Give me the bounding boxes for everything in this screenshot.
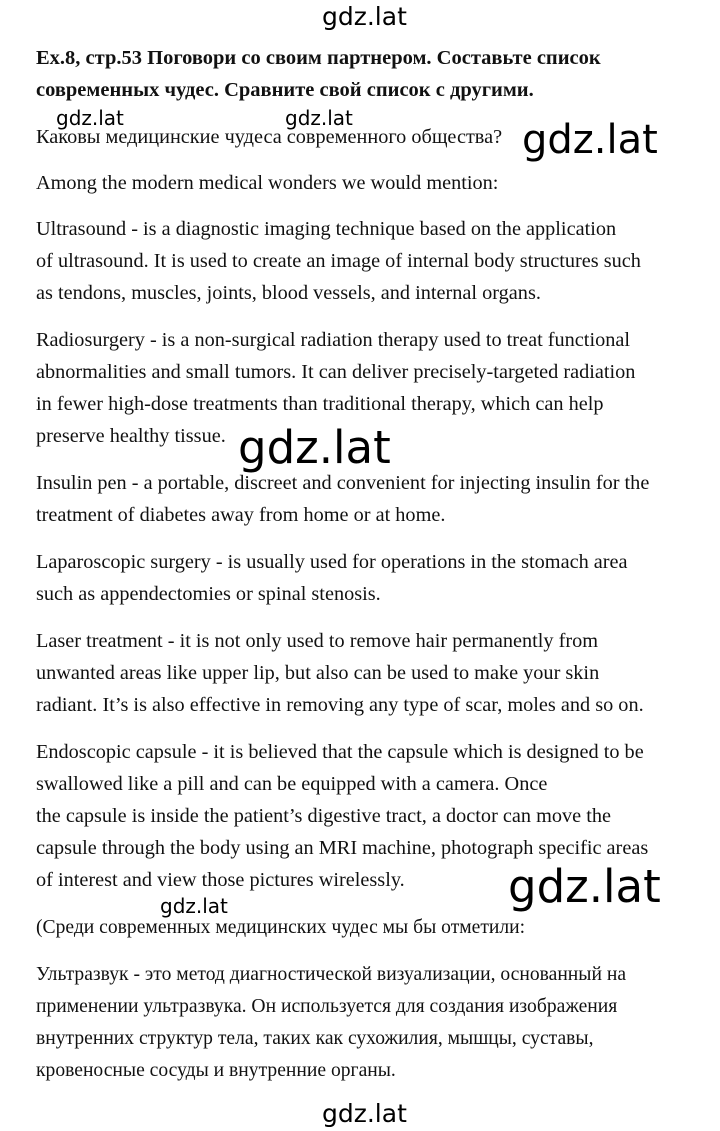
paragraph-line: swallowed like a pill and can be equipped with a camera. Once bbox=[36, 773, 548, 795]
paragraph-line: radiant. It’s is also effective in removing any type of scar, moles and so on. bbox=[36, 694, 644, 716]
paragraph-line: capsule through the body using an MRI machine, photograph specific areas bbox=[36, 837, 649, 859]
paragraph-line: treatment of diabetes away from home or at home. bbox=[36, 504, 446, 526]
paragraph-laser-treatment bbox=[36, 625, 696, 721]
paragraph-line: such as appendectomies or spinal stenosis. bbox=[36, 583, 381, 605]
exercise-heading bbox=[36, 42, 696, 106]
question-text bbox=[36, 121, 696, 153]
watermark-small-left: gdz.lat bbox=[56, 106, 124, 130]
intro-text bbox=[36, 167, 696, 199]
intro-line: Among the modern medical wonders we would mention: bbox=[36, 172, 499, 194]
paragraph-line: Ultrasound - is a diagnostic imaging technique based on the application bbox=[36, 218, 617, 240]
paragraph-ultrasound bbox=[36, 213, 696, 309]
paragraph-line: abnormalities and small tumors. It can deliver precisely-targeted radiation bbox=[36, 361, 636, 383]
paragraph-line: as tendons, muscles, joints, blood vessels, and internal organs. bbox=[36, 282, 541, 304]
paragraph-line: of ultrasound. It is used to create an image of internal body structures such bbox=[36, 250, 641, 272]
watermark-middle-large: gdz.lat bbox=[238, 421, 391, 474]
watermark-lower-left: gdz.lat bbox=[160, 894, 228, 918]
watermark-top: gdz.lat bbox=[322, 2, 407, 31]
watermark-lower-right-large: gdz.lat bbox=[508, 860, 661, 913]
watermark-small-center: gdz.lat bbox=[285, 106, 353, 130]
heading-line-2: современных чудес. Сравните свой список с другими. bbox=[36, 79, 534, 101]
paragraph-line: in fewer high-dose treatments than traditional therapy, which can help bbox=[36, 393, 604, 415]
paragraph-line: of interest and view those pictures wirelessly. bbox=[36, 869, 405, 891]
watermark-bottom: gdz.lat bbox=[322, 1099, 407, 1128]
paragraph-line: unwanted areas like upper lip, but also can be used to make your skin bbox=[36, 662, 600, 684]
question-line: Каковы медицинские чудеса современного общества? bbox=[36, 126, 503, 148]
translation-line: применении ультразвука. Он используется для создания изображения bbox=[36, 996, 618, 1017]
paragraph-insulin-pen bbox=[36, 467, 696, 531]
translation-intro bbox=[36, 912, 696, 944]
watermark-right-bold: gdz.lat bbox=[522, 117, 658, 163]
translation-line: Ультразвук - это метод диагностической визуализации, основанный на bbox=[36, 964, 627, 985]
heading-line-1: Ex.8, стр.53 Поговори со своим партнером. Составьте список bbox=[36, 47, 601, 69]
paragraph-line: Insulin pen - a portable, discreet and convenient for injecting insulin for the bbox=[36, 472, 650, 494]
translation-line: кровеносные сосуды и внутренние органы. bbox=[36, 1060, 396, 1081]
paragraph-line: Endoscopic capsule - it is believed that the capsule which is designed to be bbox=[36, 741, 644, 763]
paragraph-endoscopic-capsule bbox=[36, 736, 696, 896]
translation-paragraph-ultrasound bbox=[36, 959, 696, 1087]
paragraph-line: the capsule is inside the patient’s digestive tract, a doctor can move the bbox=[36, 805, 612, 827]
paragraph-line: Laparoscopic surgery - is usually used for operations in the stomach area bbox=[36, 551, 628, 573]
paragraph-radiosurgery bbox=[36, 324, 696, 452]
paragraph-laparoscopic-surgery bbox=[36, 546, 696, 610]
paragraph-line: Radiosurgery - is a non-surgical radiation therapy used to treat functional bbox=[36, 329, 630, 351]
paragraph-line: Laser treatment - it is not only used to remove hair permanently from bbox=[36, 630, 599, 652]
translation-line: внутренних структур тела, таких как сухожилия, мышцы, суставы, bbox=[36, 1028, 594, 1049]
paragraph-line: preserve healthy tissue. bbox=[36, 425, 226, 447]
translation-intro-line: (Среди современных медицинских чудес мы бы отметили: bbox=[36, 917, 526, 938]
